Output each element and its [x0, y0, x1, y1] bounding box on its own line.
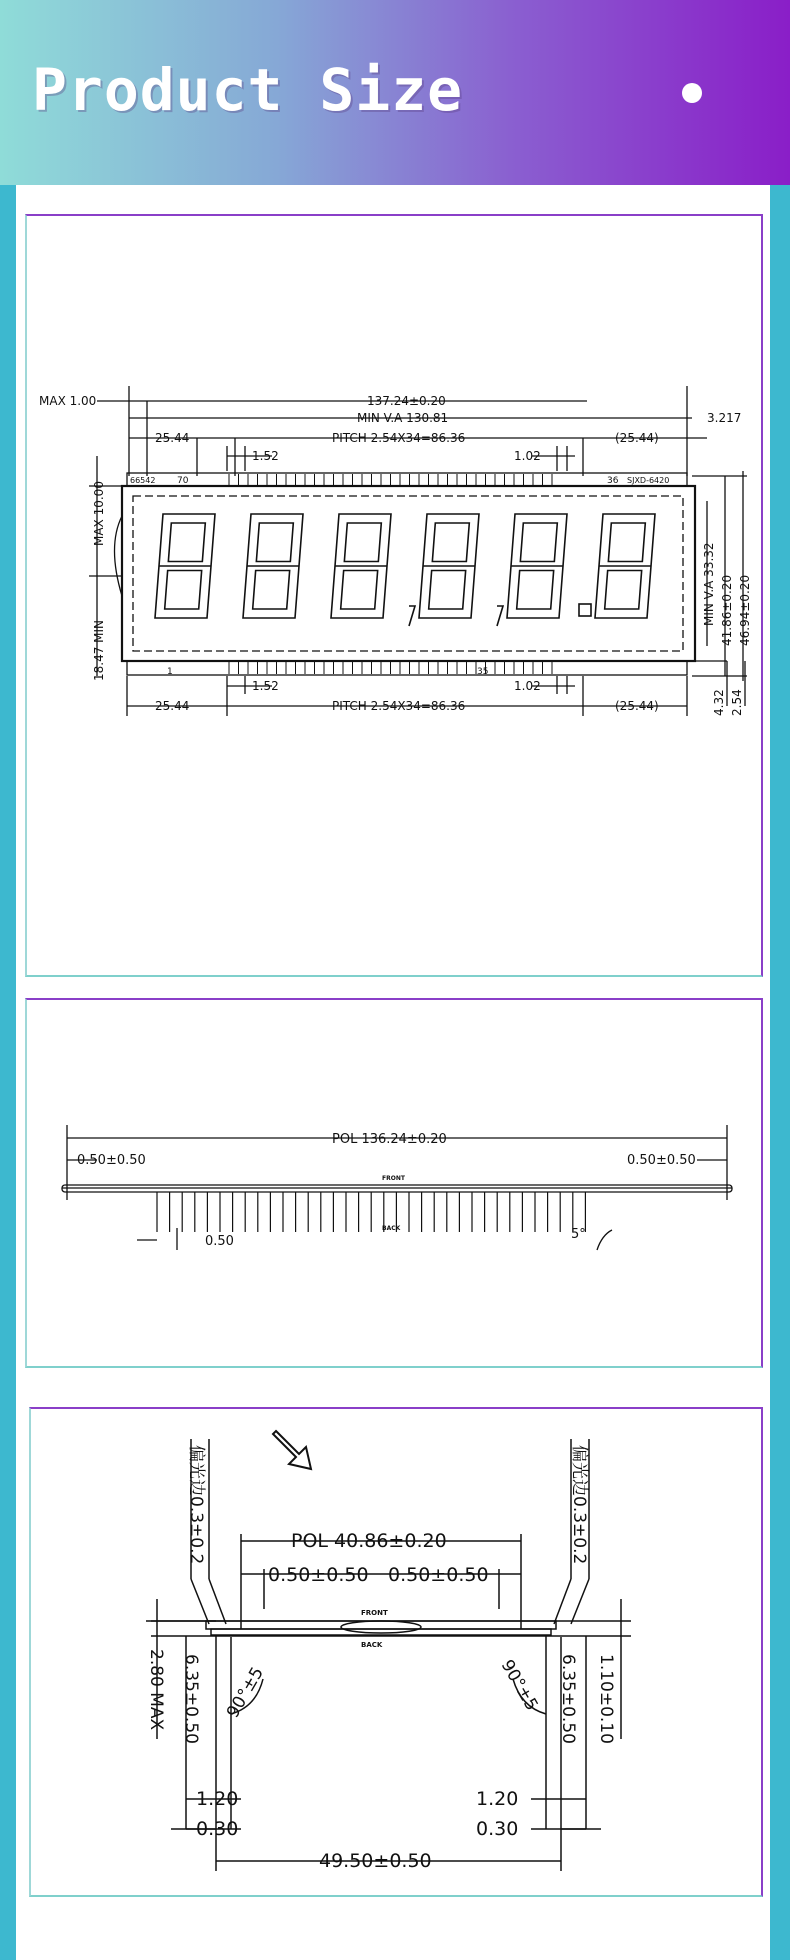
seven-segment-digit: [331, 514, 391, 618]
dim-right-offset: 3.217: [707, 411, 742, 425]
pin-label-left: 66542: [130, 476, 156, 485]
dim-right-pad-bottom: (25.44): [615, 699, 659, 713]
dim-pitch-top: PITCH 2.54X34=86.36: [332, 431, 466, 445]
dim-left-030: 0.30: [196, 1818, 239, 1840]
dim-thickness-110: 1.10±0.10: [596, 1654, 616, 1744]
pin-label-36: 36: [607, 476, 619, 486]
seven-segment-digit: [155, 514, 215, 618]
front-view-panel: [25, 214, 763, 977]
dim-pin-angle: 5°: [571, 1227, 586, 1242]
dim-max-280: 2.80 MAX: [146, 1649, 166, 1731]
dim-left-635: 6.35±0.50: [181, 1654, 201, 1744]
pin-label-35: 35: [477, 667, 489, 677]
label-back: BACK: [382, 1225, 401, 1232]
dim-left-pad: 25.44: [155, 431, 190, 445]
dim-left-pad-bottom: 25.44: [155, 699, 190, 713]
label-back-end: BACK: [361, 1641, 383, 1649]
dim-bottom-4: 4.32: [712, 689, 726, 716]
dim-left-polarizer-edge: 偏光边0.3±0.2: [186, 1445, 206, 1565]
dim-right-tol: 0.50±0.50: [627, 1153, 696, 1168]
dim-pol-length: POL 136.24±0.20: [332, 1132, 447, 1147]
end-view-panel: [29, 1407, 763, 1897]
dim-pin-gap-bottom: 1.02: [514, 679, 541, 693]
dim-tol-right: 0.50±0.50: [388, 1564, 489, 1586]
seven-segment-digit: [497, 514, 567, 626]
dim-min-18: 18.47 MIN: [92, 619, 106, 681]
dot-icon: [682, 83, 702, 103]
dim-pin-width-top: 1.52: [252, 449, 279, 463]
dim-overall-width-end: 49.50±0.50: [319, 1850, 432, 1872]
dim-height-46: 46.94±0.20: [738, 574, 752, 646]
seven-segment-digit: [243, 514, 303, 618]
comma-mark: [497, 606, 503, 626]
dim-tol-left: 0.50±0.50: [268, 1564, 369, 1586]
dim-right-polarizer-edge: 偏光边0.3±0.2: [569, 1445, 589, 1565]
dim-right-120: 1.20: [476, 1788, 519, 1810]
dim-left-tol: 0.50±0.50: [77, 1153, 146, 1168]
dim-pol-width: POL 40.86±0.20: [291, 1530, 447, 1552]
end-view-drawing: [31, 1409, 761, 1895]
dim-right-030: 0.30: [476, 1818, 519, 1840]
arrow-icon: [273, 1431, 311, 1469]
dim-right-635: 6.35±0.50: [558, 1654, 578, 1744]
dim-bottom-2: 2.54: [730, 689, 744, 716]
header-banner: [0, 0, 790, 185]
side-view-drawing: [27, 1000, 761, 1366]
dim-min-va-h: MIN V.A 33.32: [702, 542, 716, 626]
pin-label-model: SJXD-6420: [627, 476, 670, 485]
side-view-panel: [25, 998, 763, 1368]
seven-segment-digit: [409, 514, 479, 626]
pin-label-1: 1: [167, 667, 173, 677]
dim-angle-right: 90°±5: [496, 1656, 542, 1715]
pin-label-70: 70: [177, 476, 189, 486]
seven-segment-digit: [579, 514, 655, 618]
dim-left-120: 1.20: [196, 1788, 239, 1810]
comma-mark: [409, 606, 415, 626]
label-front-end: FRONT: [361, 1609, 388, 1617]
dim-angle-left: 90°±5: [223, 1663, 268, 1722]
dim-max-10: MAX 10.00: [92, 481, 106, 546]
decimal-point: [579, 604, 591, 616]
dim-min-va: MIN V.A 130.81: [357, 411, 449, 425]
dim-max-1: MAX 1.00: [39, 394, 97, 408]
dim-pin-width-bottom: 1.52: [252, 679, 279, 693]
label-front: FRONT: [382, 1175, 405, 1182]
dim-height-41: 41.86±0.20: [720, 574, 734, 646]
dim-overall-width: 137.24±0.20: [367, 394, 446, 408]
front-view-drawing: [27, 216, 761, 975]
dim-pin-thickness: 0.50: [205, 1234, 234, 1249]
dim-pin-gap-top: 1.02: [514, 449, 541, 463]
dim-right-pad-top: (25.44): [615, 431, 659, 445]
dim-pitch-bottom: PITCH 2.54X34=86.36: [332, 699, 466, 713]
page-title: Product Size: [32, 56, 464, 124]
